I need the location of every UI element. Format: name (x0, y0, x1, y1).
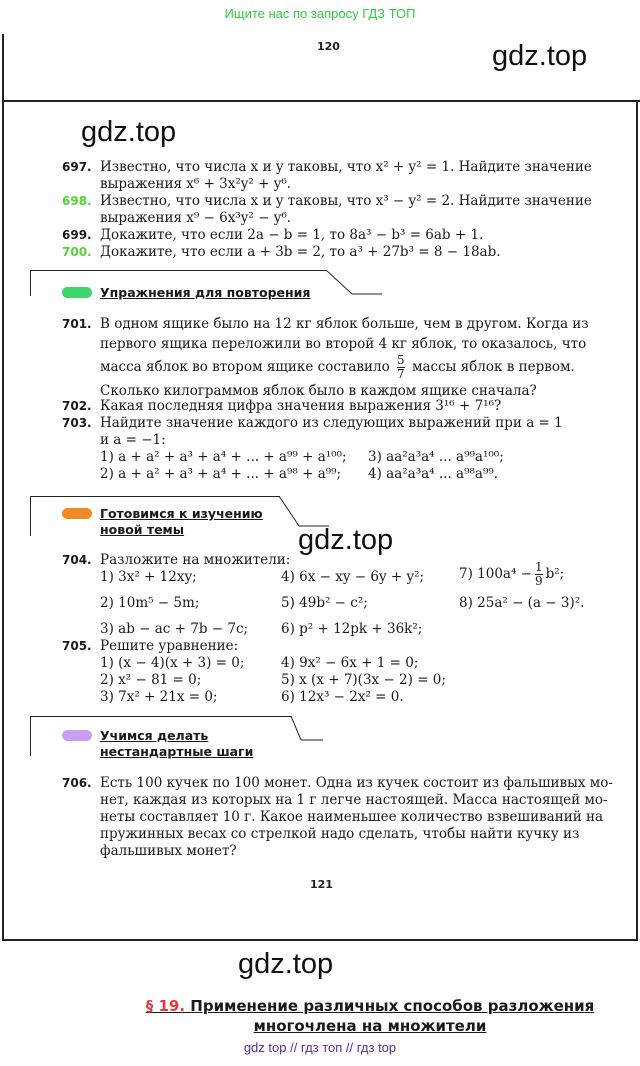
section-title-review: Упражнения для повторения (100, 285, 311, 300)
section-line (326, 270, 386, 298)
list-item (459, 561, 564, 588)
section-title-line: новой темы (100, 522, 185, 537)
list-item: 3) aa²a³a⁴ ... a⁹⁹a¹⁰⁰; (368, 449, 504, 465)
fraction-numerator: 5 (397, 353, 405, 367)
problem-text: масса яблок во втором ящике составило (100, 359, 390, 375)
problem-text: выражения x⁹ − 6x³y² − y⁶. (100, 210, 292, 226)
problem-text: Известно, что числа x и y таковы, что x³ − y² = 2. Найдите значение (100, 193, 592, 209)
problem-text: пружинных весах со стрелкой надо сделать, чтобы найти кучку из (100, 826, 580, 842)
problem-text: и a = −1: (100, 432, 166, 448)
problem-number: 699. (62, 228, 92, 242)
fraction-denominator: 9 (534, 574, 543, 588)
section-marker-icon (62, 287, 92, 298)
problem-705 (62, 638, 238, 655)
list-item: 3) 7x² + 21x = 0; (100, 689, 218, 705)
list-item: 6) p² + 12pk + 36k²; (281, 621, 423, 637)
section-line (30, 270, 31, 296)
problem-text: Какая последняя цифра значения выражения 3¹⁶ + 7¹⁶? (100, 398, 502, 414)
section-title-line: Готовимся к изучению (100, 506, 263, 521)
problem-text: массы яблок в первом. (411, 359, 575, 375)
list-item: 4) aa²a³a⁴ ... a⁹⁸a⁹⁹. (368, 466, 499, 482)
footer-banner[interactable]: gdz top // гдз топ // гдз top (243, 1040, 397, 1055)
page-border-left (2, 100, 4, 940)
paragraph-title-line: Применение различных способов разложения (190, 997, 595, 1015)
problem-700 (62, 244, 501, 261)
page-border-left (2, 34, 4, 102)
problem-706 (62, 775, 613, 860)
page-divider-bottom (2, 939, 638, 941)
fraction (535, 561, 543, 588)
paragraph-title (100, 996, 640, 1036)
section-title-line: нестандартные шаги (100, 744, 254, 759)
section-line (30, 270, 327, 271)
problem-number: 705. (62, 639, 92, 653)
section-line (291, 716, 331, 746)
page-number-top: 120 (317, 40, 340, 53)
list-item: 5) 49b² − c²; (281, 595, 368, 611)
problem-number: 700. (62, 245, 92, 259)
problem-text: Есть 100 кучек по 100 монет. Одна из кучек состоит из фальшивых мо- (100, 775, 613, 791)
problem-number: 704. (62, 553, 92, 567)
list-item: 2) x² − 81 = 0; (100, 672, 202, 688)
problem-text: выражения x⁶ + 3x²y² + y⁶. (100, 176, 292, 192)
list-item: 1) a + a² + a³ + a⁴ + ... + a⁹⁹ + a¹⁰⁰; (100, 449, 347, 465)
problem-702 (62, 398, 501, 415)
list-item: 1) (x − 4)(x + 3) = 0; (100, 655, 245, 671)
list-item: 1) 3x² + 12xy; (100, 569, 197, 585)
problem-text: Разложите на множители: (100, 552, 291, 568)
paragraph-title-line: многочлена на множители (253, 1017, 487, 1035)
problem-number: 703. (62, 416, 92, 430)
list-item: 2) a + a² + a³ + a⁴ + ... + a⁹⁸ + a⁹⁹; (100, 466, 342, 482)
problem-701 (62, 314, 589, 401)
section-title-nonstandard (100, 728, 253, 760)
watermark-1: gdz.top (492, 40, 588, 72)
problem-text-fraction-line (62, 354, 589, 381)
problem-text: фальшивых монет? (100, 843, 237, 859)
problem-number: 702. (62, 399, 92, 413)
problem-704 (62, 552, 290, 569)
section-marker-icon (62, 730, 92, 741)
problem-698 (62, 193, 592, 227)
problem-703 (62, 415, 563, 449)
problem-number: 698. (62, 194, 92, 208)
section-line (30, 716, 292, 717)
list-item: 6) 12x³ − 2x² = 0. (281, 689, 404, 705)
list-item: 4) 9x² − 6x + 1 = 0; (281, 655, 419, 671)
section-marker-icon (62, 508, 92, 519)
list-item-text: 7) 100a⁴ − (459, 566, 532, 582)
problem-number: 697. (62, 160, 92, 174)
list-item: 2) 10m⁵ − 5m; (100, 595, 200, 611)
problem-text: Решите уравнение: (100, 638, 239, 654)
list-item: 3) ab − ac + 7b − 7c; (100, 621, 249, 637)
problem-number: 701. (62, 317, 92, 331)
watermark-4: gdz.top (238, 948, 334, 980)
section-line (30, 496, 31, 536)
problem-text: Найдите значение каждого из следующих выражений при a = 1 (100, 415, 563, 431)
problem-text: нет, каждая из которых на 1 г легче настоящей. Масса настоящей мо- (100, 792, 608, 808)
fraction (397, 354, 405, 381)
fraction-numerator: 1 (534, 560, 543, 574)
section-title-prepare (100, 506, 263, 538)
list-item-text: b²; (545, 566, 565, 582)
page-border-right (636, 100, 638, 940)
problem-699 (62, 227, 483, 244)
section-line (30, 716, 31, 756)
section-line (30, 496, 280, 497)
section-title-line: Учимся делать (100, 728, 209, 743)
problem-697 (62, 159, 592, 193)
page-divider-top (2, 100, 640, 102)
watermark-2: gdz.top (81, 116, 177, 148)
list-item: 4) 6x − xy − 6y + y²; (281, 569, 425, 585)
page-number-bottom: 121 (310, 878, 333, 891)
problem-text: Докажите, что если 2a − b = 1, то 8a³ − b³ = 6ab + 1. (100, 227, 484, 243)
problem-number: 706. (62, 776, 92, 790)
problem-text: Известно, что числа x и y таковы, что x² + y² = 1. Найдите значение (100, 159, 592, 175)
list-item: 5) x (x + 7)(3x − 2) = 0; (281, 672, 446, 688)
fraction-denominator: 7 (397, 367, 405, 381)
watermark-3: gdz.top (298, 524, 394, 556)
search-banner[interactable]: Ищите нас по запросу ГДЗ ТОП (224, 6, 416, 21)
paragraph-number: § 19. (145, 997, 186, 1015)
problem-text: неты составляет 10 г. Какое наименьшее количество взвешиваний на (100, 809, 604, 825)
list-item: 8) 25a² − (a − 3)². (459, 595, 585, 611)
problem-text: Докажите, что если a + 3b = 2, то a³ + 27b³ = 8 − 18ab. (100, 244, 501, 260)
problem-text: В одном ящике было на 12 кг яблок больше, чем в другом. Когда из (100, 316, 589, 332)
problem-text: Сколько килограммов яблок было в каждом ящике сначала? (100, 383, 537, 399)
problem-text: первого ящика переложили во второй 4 кг яблок, то оказалось, что (100, 336, 587, 352)
